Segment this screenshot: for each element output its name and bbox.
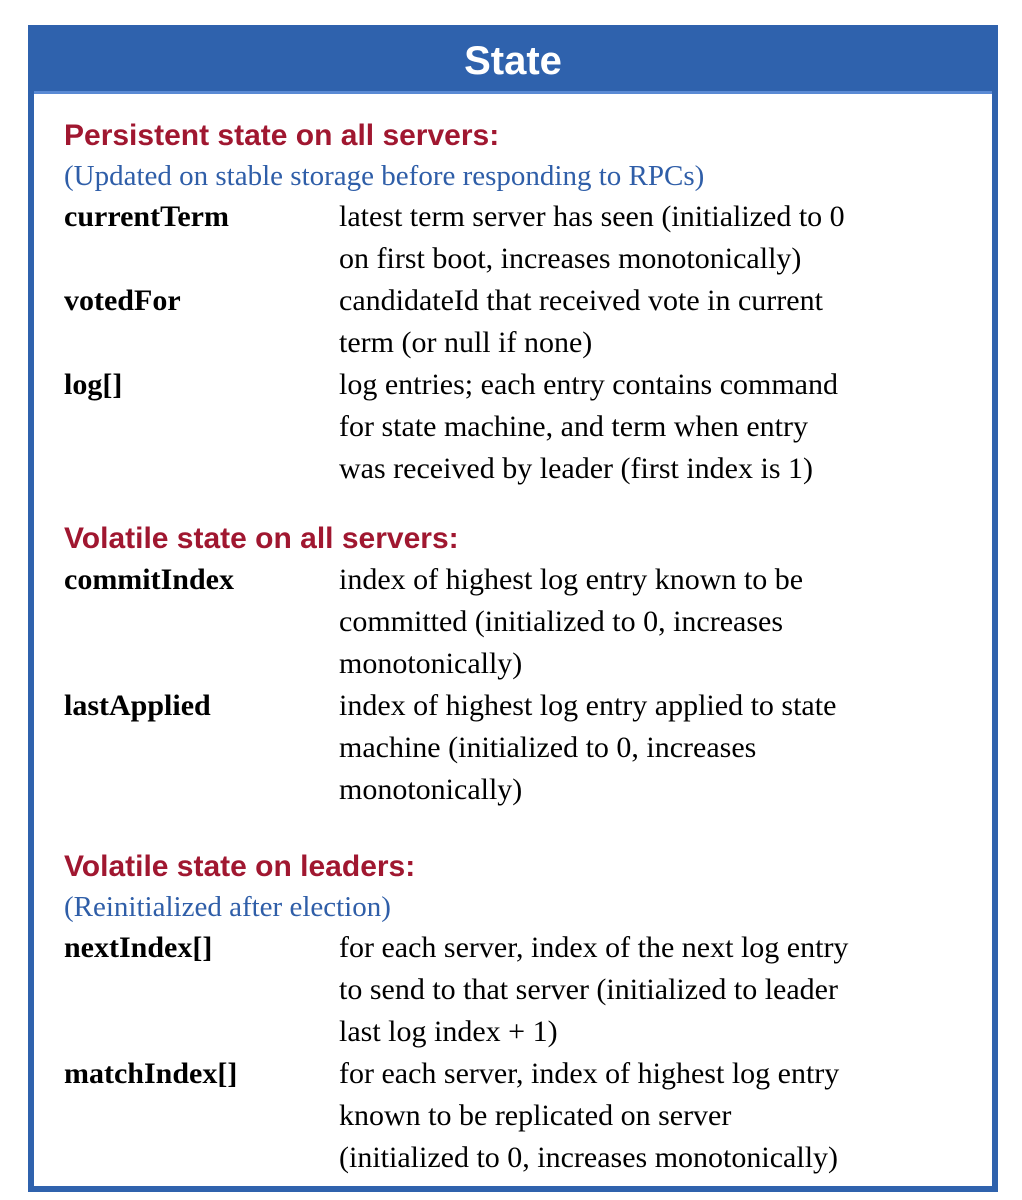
- field-name: currentTerm: [64, 200, 229, 233]
- field-row: [64, 559, 972, 685]
- section-note: (Reinitialized after election): [64, 891, 391, 923]
- field-row: [64, 685, 972, 811]
- panel-body: [34, 91, 992, 1186]
- field-row: [64, 1053, 972, 1179]
- section-heading: Volatile state on all servers:: [64, 522, 459, 555]
- field-row: [64, 280, 972, 364]
- section-heading: Volatile state on leaders:: [64, 850, 416, 883]
- field-name: matchIndex[]: [64, 1057, 238, 1090]
- field-name: nextIndex[]: [64, 931, 213, 964]
- field-name: commitIndex: [64, 563, 234, 596]
- field-row: [64, 364, 972, 490]
- section-persistent-state: [64, 116, 972, 490]
- field-name: log[]: [64, 368, 123, 401]
- state-panel: [28, 25, 998, 1192]
- section-heading: Persistent state on all servers:: [64, 119, 500, 152]
- section-volatile-all: [64, 519, 972, 811]
- section-volatile-leaders: [64, 847, 972, 1179]
- field-name: lastApplied: [64, 689, 211, 722]
- field-description: index of highest log entry known to be committed (initialized to 0, increases monotonically): [339, 563, 804, 680]
- field-description: latest term server has seen (initialized to 0 on first boot, increases monotonically): [339, 200, 845, 275]
- field-row: [64, 927, 972, 1053]
- panel-title: State: [34, 31, 992, 91]
- section-note: (Updated on stable storage before responding to RPCs): [64, 160, 705, 192]
- field-description: for each server, index of the next log entry to send to that server (initialized to leader last log index + 1): [339, 931, 849, 1048]
- field-name: votedFor: [64, 284, 181, 317]
- field-description: for each server, index of highest log entry known to be replicated on server (initialized to 0, increases monotonically): [339, 1057, 840, 1174]
- field-description: index of highest log entry applied to state machine (initialized to 0, increases monotonically): [339, 689, 837, 806]
- field-row: [64, 196, 972, 280]
- field-description: log entries; each entry contains command for state machine, and term when entry was received by leader (first index is 1): [339, 368, 838, 485]
- field-description: candidateId that received vote in current term (or null if none): [339, 284, 823, 359]
